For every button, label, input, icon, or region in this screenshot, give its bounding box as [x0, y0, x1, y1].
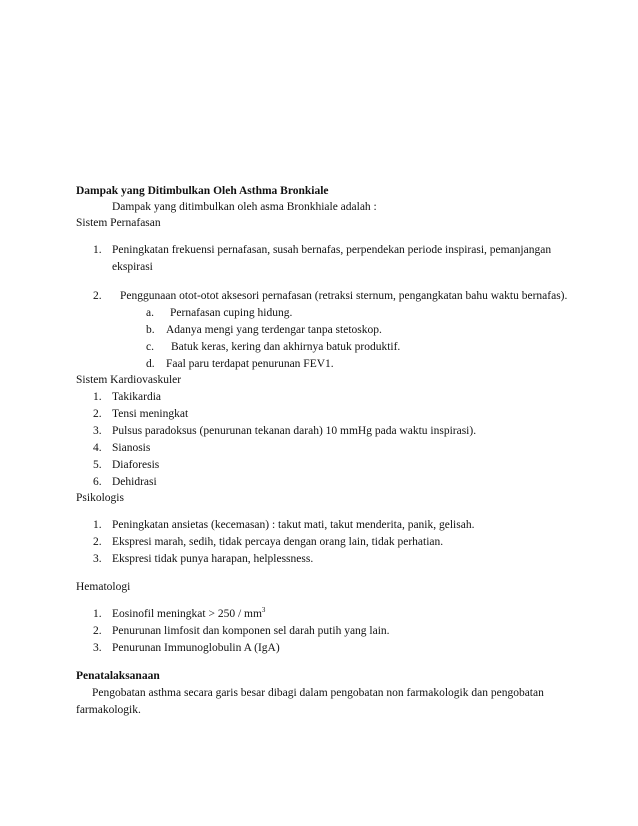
list-item-text: Penggunaan otot-otot aksesori pernafasan (retraksi sternum, pengangkatan bahu waktu bernafas). [120, 290, 568, 302]
list-item-text: Ekspresi marah, sedih, tidak percaya dengan orang lain, tidak perhatian. [112, 536, 444, 548]
eosinofil-text: Eosinofil meningkat > 250 / mm [112, 608, 262, 620]
list-number: 2. [93, 536, 102, 548]
heading-hematologi: Hematologi [76, 581, 131, 593]
section-title: Dampak yang Ditimbulkan Oleh Asthma Bronkiale [76, 185, 329, 197]
sub-letter: b. [146, 324, 155, 336]
list-number: 1. [93, 244, 102, 256]
list-item-text: Pulsus paradoksus (penurunan tekanan darah) 10 mmHg pada waktu inspirasi). [112, 425, 477, 437]
sub-letter: a. [146, 307, 154, 319]
sub-item-text: Pernafasan cuping hidung. [170, 307, 293, 319]
sub-item-text: Faal paru terdapat penurunan FEV1. [166, 358, 334, 370]
list-number: 6. [93, 476, 102, 488]
superscript: 3 [261, 606, 266, 615]
list-number: 4. [93, 442, 102, 454]
list-number: 3. [93, 425, 102, 437]
intro-text: Dampak yang ditimbulkan oleh asma Bronkhiale adalah : [112, 201, 377, 213]
heading-pernafasan: Sistem Pernafasan [76, 217, 161, 229]
sub-item-text: Batuk keras, kering dan akhirnya batuk produktif. [171, 341, 401, 353]
heading-kardiovaskuler: Sistem Kardiovaskuler [76, 374, 182, 386]
list-item-text: Dehidrasi [112, 476, 157, 488]
sub-letter: c. [146, 341, 154, 353]
heading-psikologis: Psikologis [76, 492, 124, 504]
list-item-text: Ekspresi tidak punya harapan, helplessness. [112, 553, 314, 565]
list-number: 1. [93, 608, 102, 620]
list-item-text: Peningkatan ansietas (kecemasan) : takut mati, takut menderita, panik, gelisah. [112, 519, 475, 531]
list-item-text: Penurunan Immunoglobulin A (IgA) [112, 642, 280, 654]
list-number: 5. [93, 459, 102, 471]
sub-letter: d. [146, 358, 155, 370]
list-number: 2. [93, 408, 102, 420]
list-number: 2. [93, 290, 102, 302]
list-item-text: Peningkatan frekuensi pernafasan, susah bernafas, perpendekan periode inspirasi, pemanjangan [112, 244, 552, 256]
list-item-text-cont: ekspirasi [112, 261, 153, 273]
heading-penatalaksanaan: Penatalaksanaan [76, 670, 160, 682]
list-item-text [112, 606, 265, 623]
sub-item-text: Adanya mengi yang terdengar tanpa stetoskop. [166, 324, 382, 336]
paragraph-line: Pengobatan asthma secara garis besar dibagi dalam pengobatan non farmakologik dan pengobatan [92, 687, 544, 699]
list-number: 2. [93, 625, 102, 637]
paragraph-line-cont: farmakologik. [76, 704, 141, 716]
list-number: 3. [93, 642, 102, 654]
list-item-text: Diaforesis [112, 459, 160, 471]
list-number: 1. [93, 391, 102, 403]
list-number: 3. [93, 553, 102, 565]
list-item-text: Sianosis [112, 442, 151, 454]
list-item-text: Penurunan limfosit dan komponen sel darah putih yang lain. [112, 625, 390, 637]
list-number: 1. [93, 519, 102, 531]
list-item-text: Takikardia [112, 391, 162, 403]
list-item-text: Tensi meningkat [112, 408, 189, 420]
